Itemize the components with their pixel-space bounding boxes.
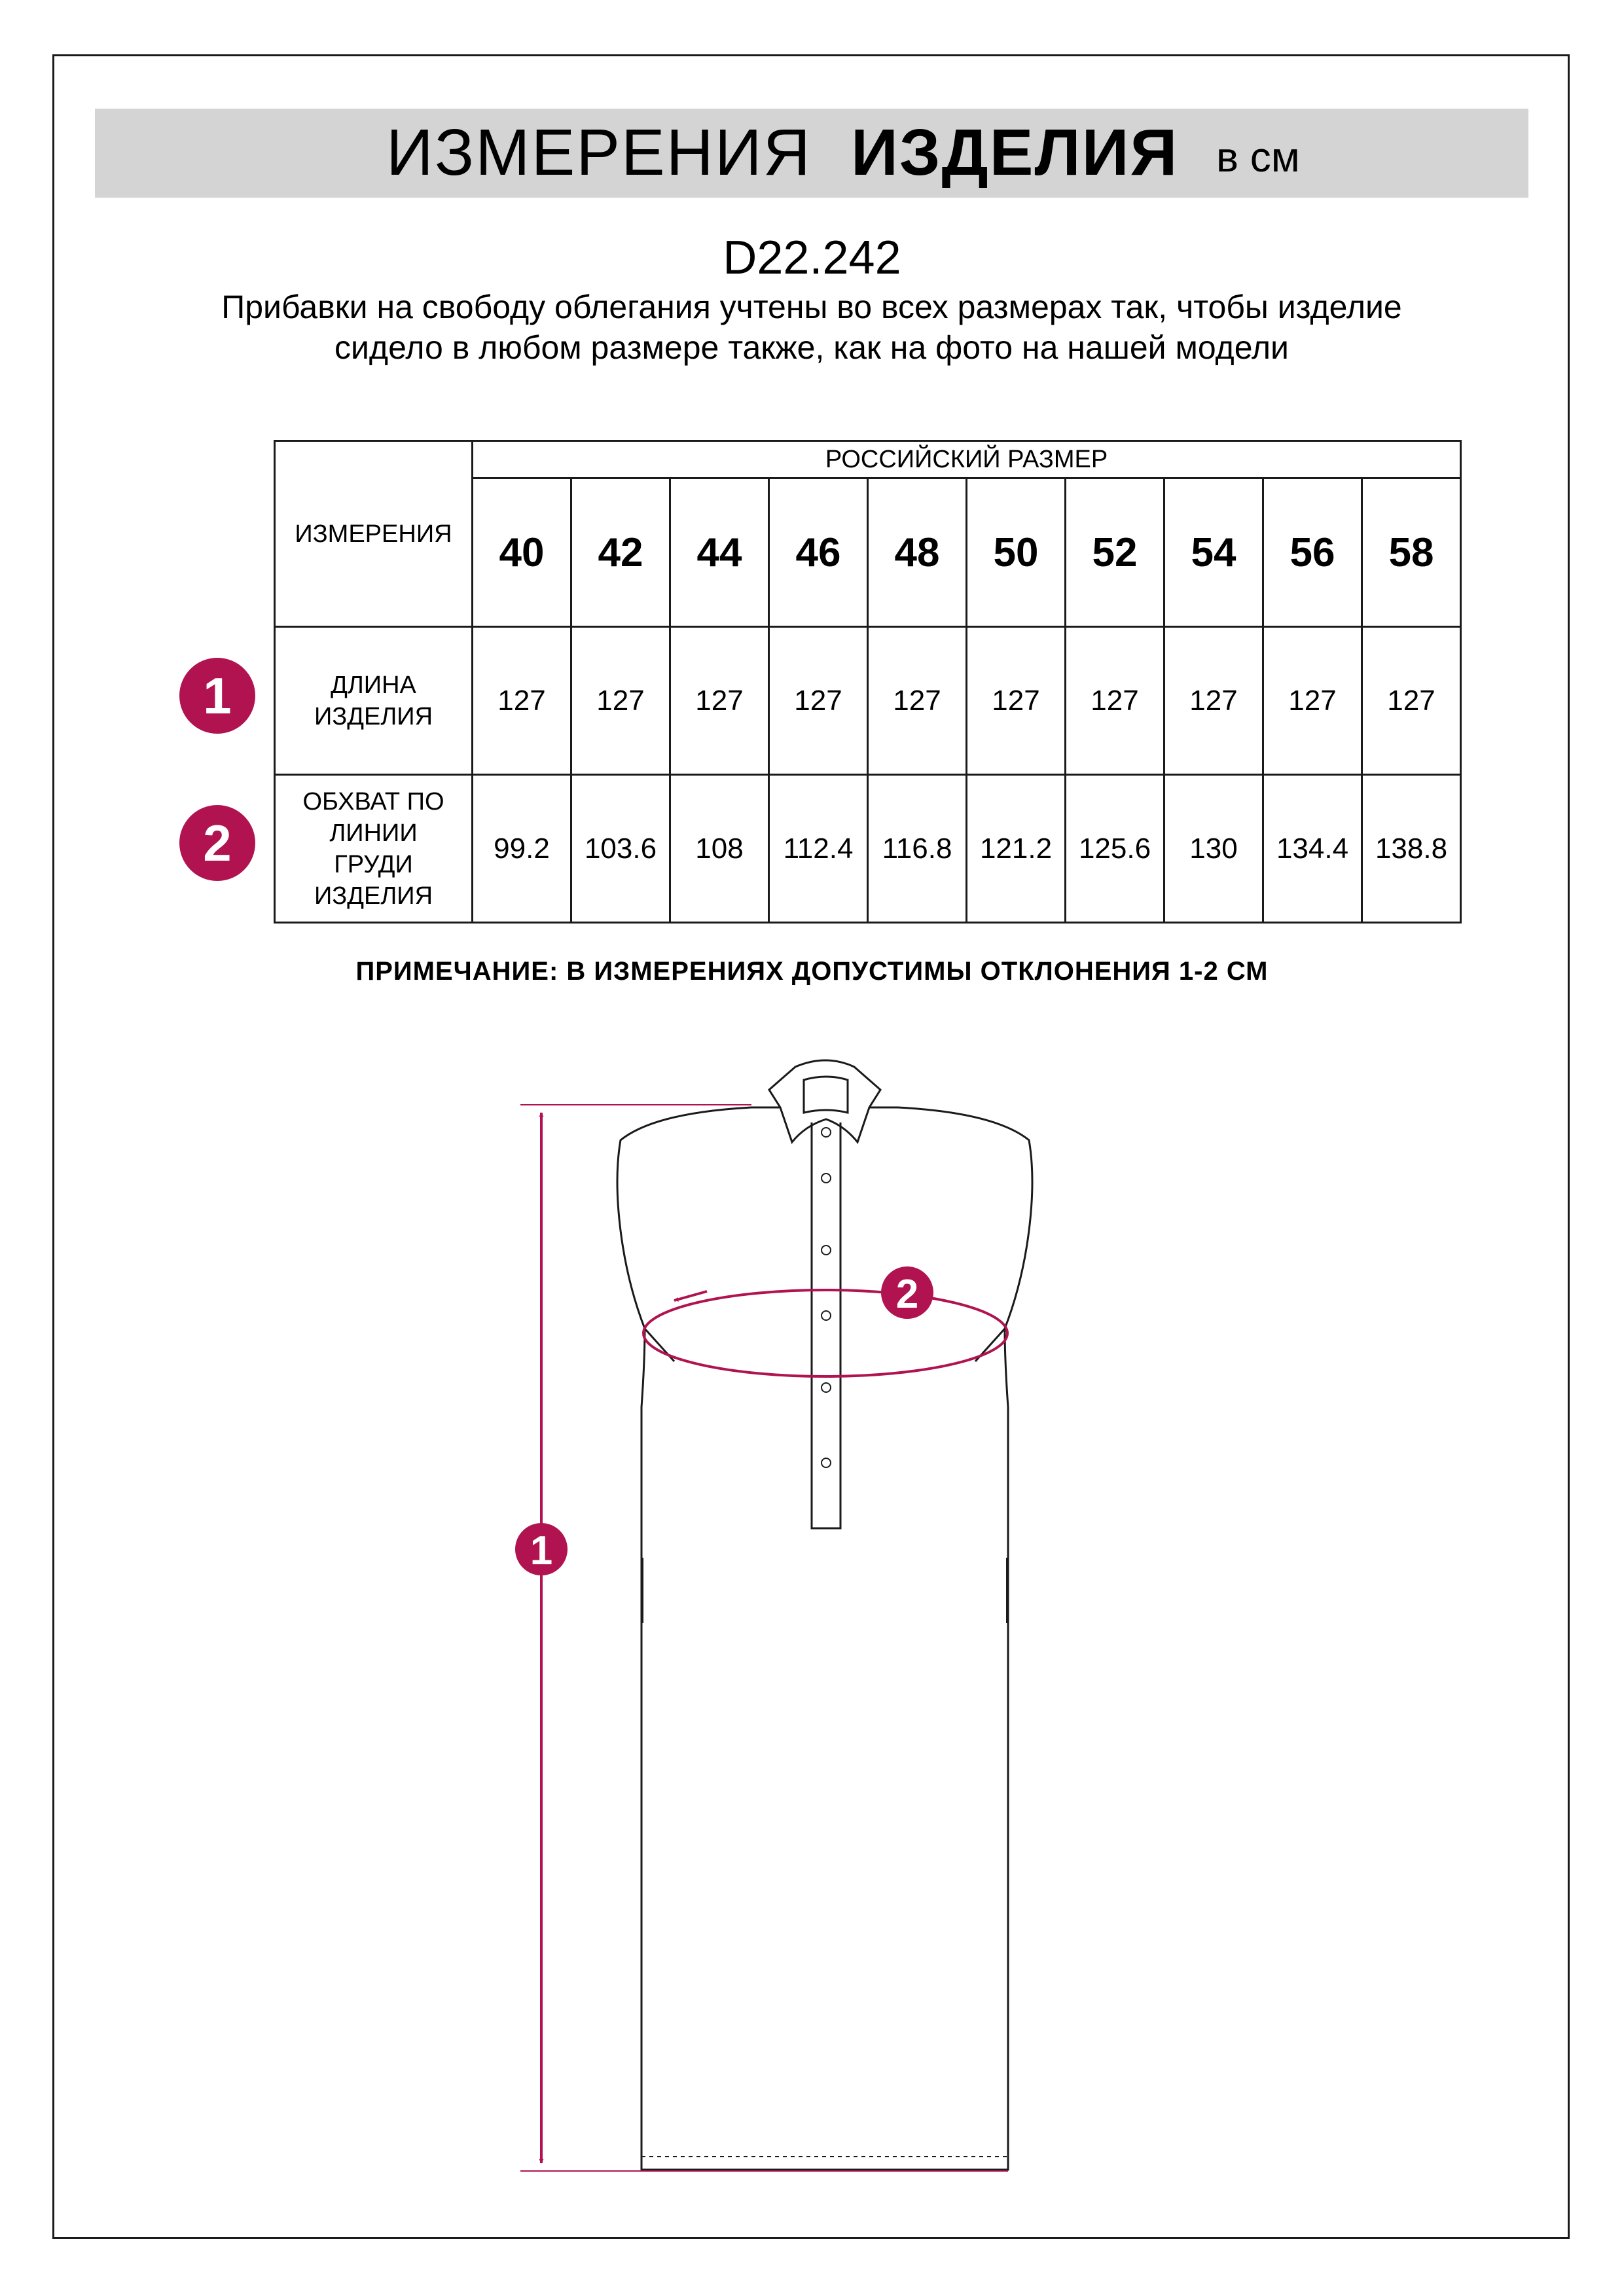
title-bold: ИЗДЕЛИЯ <box>850 116 1179 189</box>
chest-marker <box>881 1266 933 1319</box>
size-cell: 52 <box>1066 478 1164 627</box>
button-icon <box>821 1383 831 1392</box>
size-cell: 48 <box>868 478 967 627</box>
title-light: ИЗМЕРЕНИЯ <box>386 116 812 189</box>
value-cell: 127 <box>769 627 868 775</box>
size-group-label: РОССИЙСКИЙ РАЗМЕР <box>473 441 1461 478</box>
value-cell: 116.8 <box>868 775 967 923</box>
value-cell: 127 <box>571 627 670 775</box>
value-cell: 127 <box>868 627 967 775</box>
intro-text: Прибавки на свободу облегания учтены во всех размерах так, чтобы изделие сидело в любом размере также, как на фото на нашей модели <box>221 289 1402 366</box>
size-cell: 46 <box>769 478 868 627</box>
corner-label: ИЗМЕРЕНИЯ <box>275 441 473 627</box>
value-cell: 138.8 <box>1362 775 1461 923</box>
dress-body <box>617 1107 1032 2170</box>
value-cell: 127 <box>1362 627 1461 775</box>
chest-marker-label: 2 <box>895 1272 919 1317</box>
size-cell: 42 <box>571 478 670 627</box>
value-cell: 127 <box>967 627 1066 775</box>
article-number: D22.242 <box>723 232 901 284</box>
value-cell: 127 <box>670 627 769 775</box>
button-icon <box>821 1458 831 1467</box>
label-line: ГРУДИ <box>334 850 413 878</box>
chest-ellipse <box>643 1290 1007 1376</box>
value-cell: 125.6 <box>1066 775 1164 923</box>
value-cell: 134.4 <box>1263 775 1362 923</box>
row-marker-length: 1 <box>179 658 255 734</box>
buttons <box>821 1128 831 1467</box>
dress-outline <box>617 1060 1032 2170</box>
value-cell: 130 <box>1164 775 1263 923</box>
value-cell: 127 <box>473 627 571 775</box>
value-cell: 127 <box>1066 627 1164 775</box>
label-line: ОБХВАТ ПО <box>302 787 444 816</box>
length-marker <box>515 1523 568 1575</box>
value-cell: 99.2 <box>473 775 571 923</box>
value-cell: 127 <box>1164 627 1263 775</box>
size-cell: 44 <box>670 478 769 627</box>
title-unit: в см <box>1216 134 1300 181</box>
value-cell: 112.4 <box>769 775 868 923</box>
button-icon <box>821 1174 831 1183</box>
label-line: ДЛИНА <box>331 671 416 699</box>
label-line: ЛИНИИ <box>329 819 418 847</box>
length-marker-label: 1 <box>530 1528 553 1573</box>
size-cell: 40 <box>473 478 571 627</box>
row-marker-chest: 2 <box>179 805 255 881</box>
value-cell: 103.6 <box>571 775 670 923</box>
value-cell: 108 <box>670 775 769 923</box>
value-cell: 127 <box>1263 627 1362 775</box>
size-cell: 50 <box>967 478 1066 627</box>
collar-stand <box>804 1077 848 1113</box>
size-cell: 56 <box>1263 478 1362 627</box>
button-icon <box>821 1128 831 1137</box>
label-line: ИЗДЕЛИЯ <box>314 882 433 910</box>
size-cell: 54 <box>1164 478 1263 627</box>
value-cell: 121.2 <box>967 775 1066 923</box>
chest-arrow <box>674 1291 707 1300</box>
size-cell: 58 <box>1362 478 1461 627</box>
label-line: ИЗДЕЛИЯ <box>314 702 433 730</box>
button-icon <box>821 1246 831 1255</box>
measurement-lines <box>520 1105 1008 2171</box>
button-icon <box>821 1311 831 1320</box>
tolerance-note: ПРИМЕЧАНИЕ: В ИЗМЕРЕНИЯХ ДОПУСТИМЫ ОТКЛОНЕНИЯ 1-2 СМ <box>355 957 1269 986</box>
